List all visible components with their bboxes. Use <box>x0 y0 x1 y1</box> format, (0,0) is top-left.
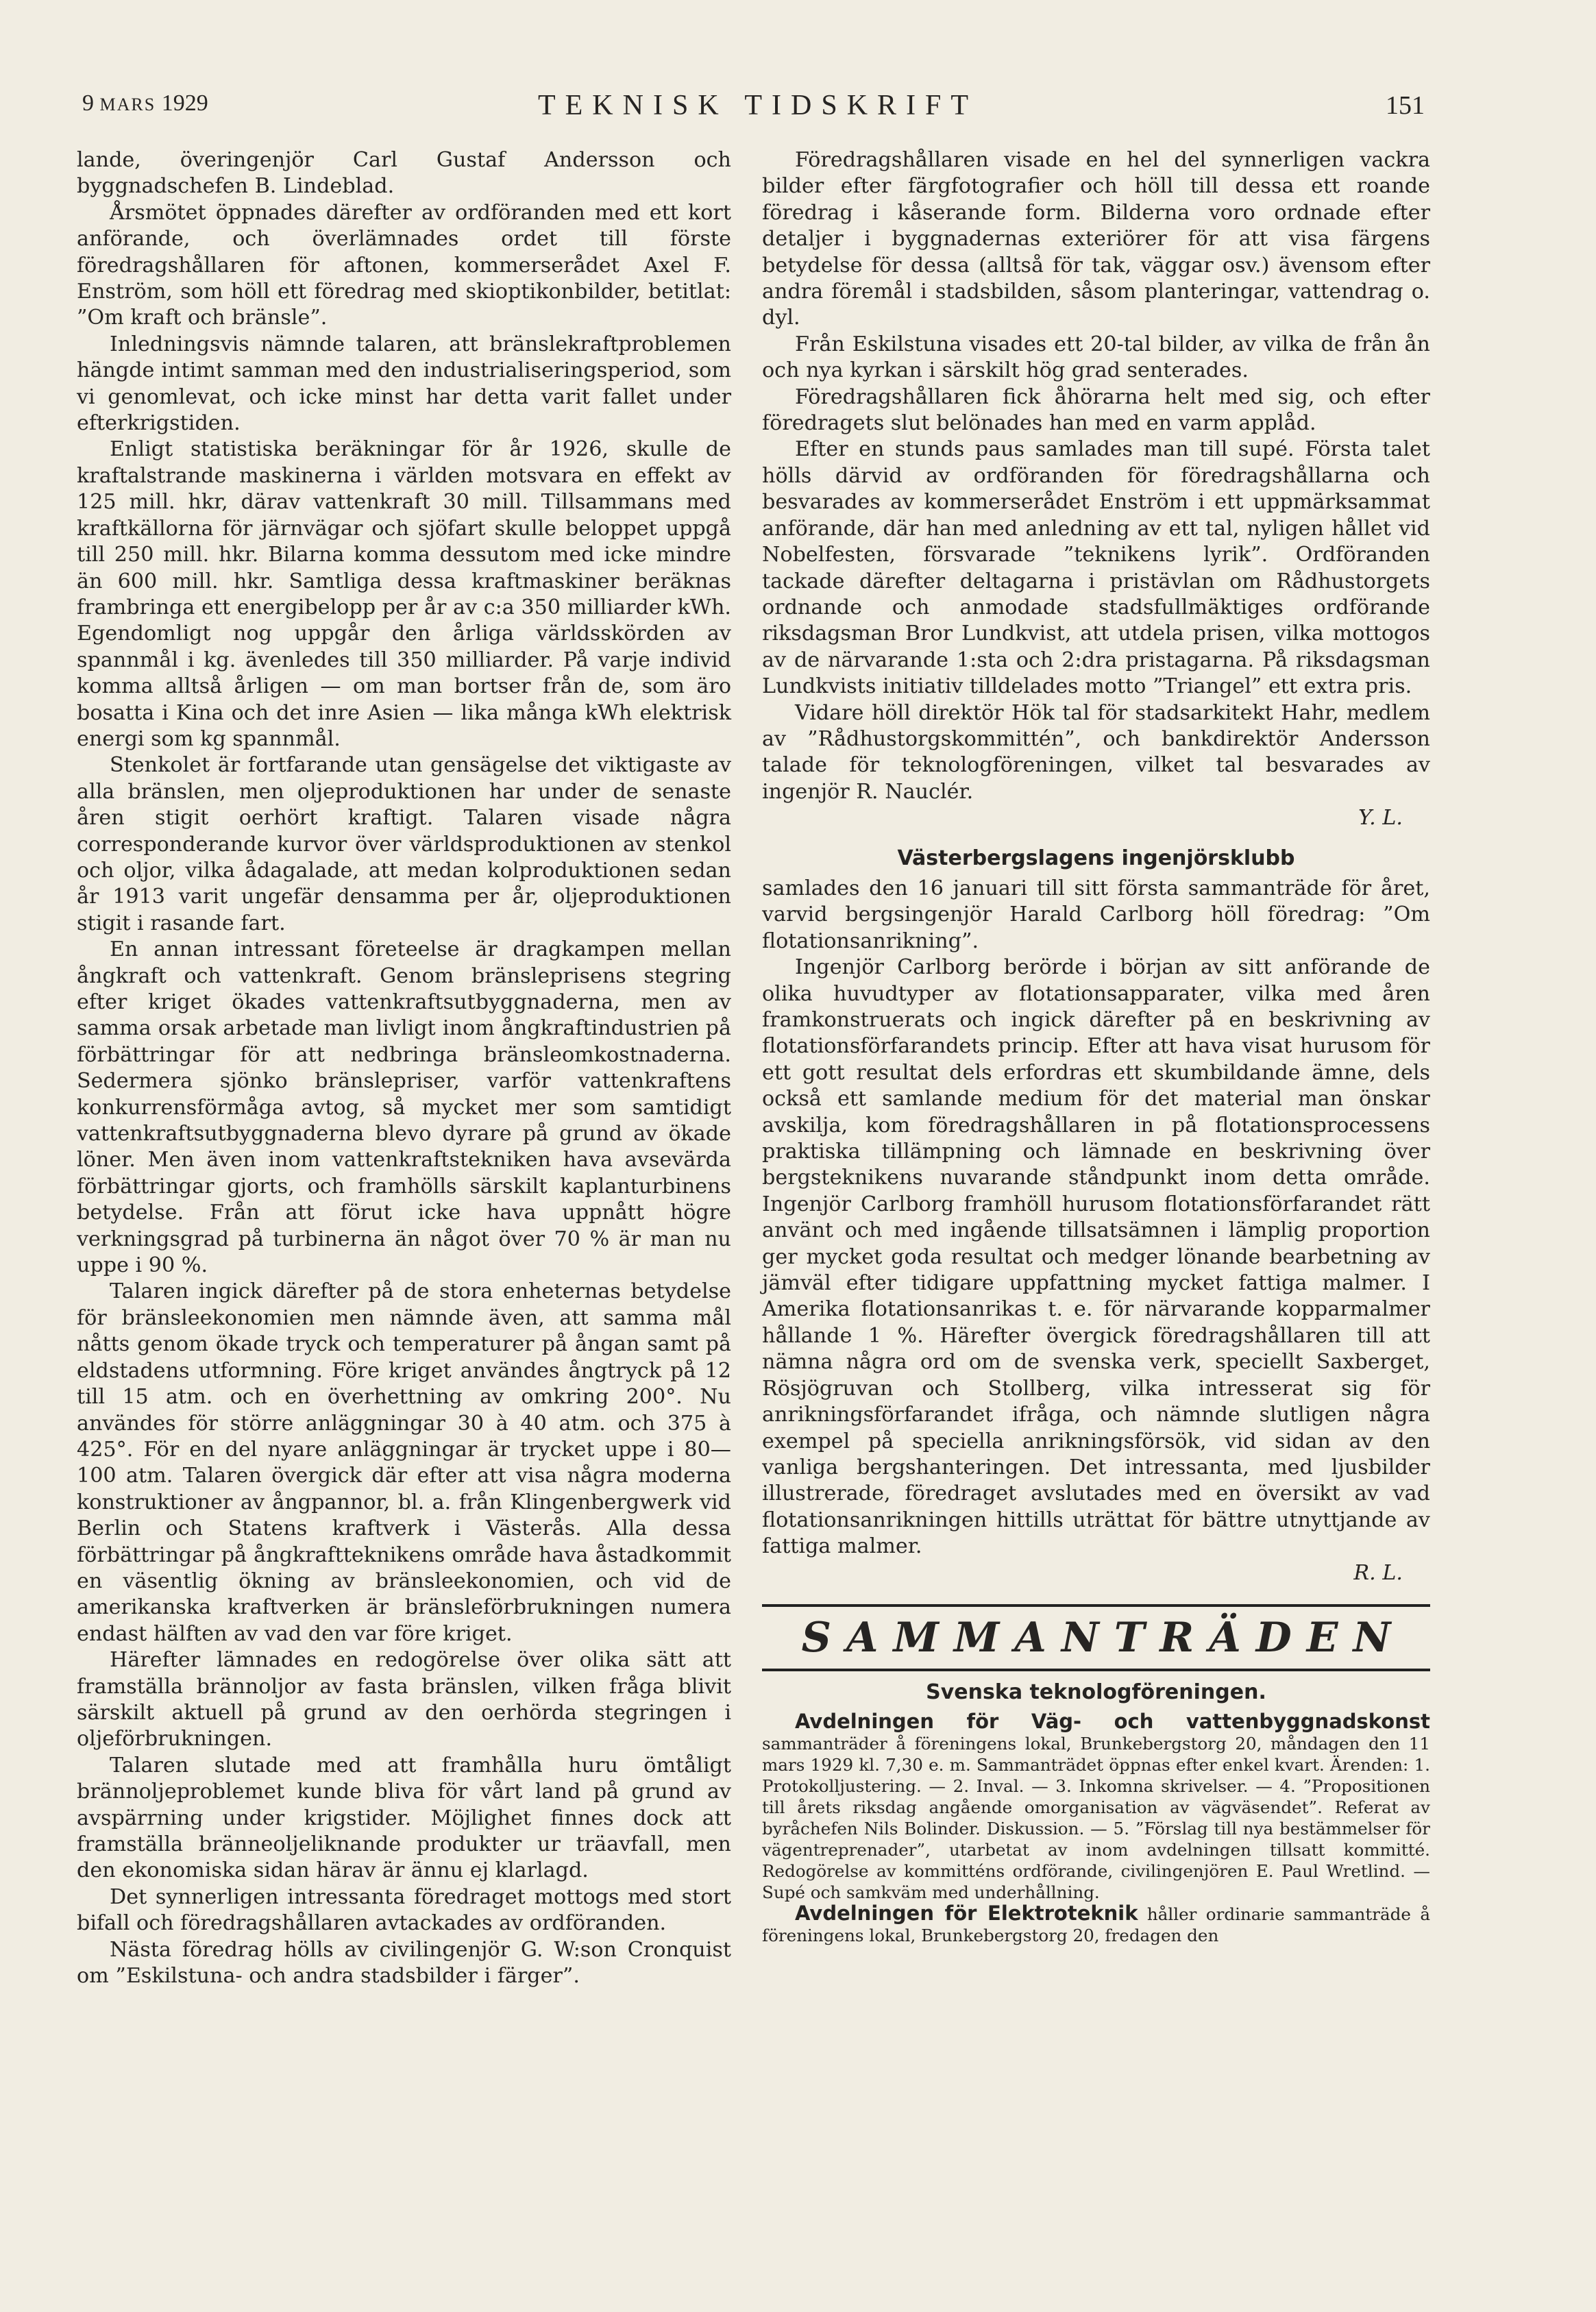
paragraph: Stenkolet är fortfarande utan gensägelse det viktigaste av alla bränslen, men oljeproduktionen har under de senaste åren stigit oerhört kraftigt. Talaren visade några corresponderande kurvor över världsproduktionen av stenkol och oljor, vilka ådagalade, att medan kolproduktionen sedan år 1913 varit ungefär densamma per år, oljeproduktionen stigit i rasande fart. <box>77 753 731 935</box>
journal-title: TEKNISK TIDSKRIFT <box>538 90 979 121</box>
paragraph: Efter en stunds paus samlades man till supé. Första talet hölls därvid av ordföranden för föredragshållarna och besvarades av kommerserådet Enström i ett uppmärksammat anförande, där han med anledning av ett tal, nyligen hållet vid Nobelfesten, försvarade ”teknikens lyrik”. Ordföranden tackade därefter deltagarna i pristävlan om Rådhustorgets ordnande och anmodade stadsfullmäktiges ordförande riksdagsman Bror Lundkvist, att utdela prisen, vilka mottogos av de närvarande 1:sta och 2:dra pristagarna. På riksdagsman Lundkvists initiativ tilldelades motto ”Triangel” ett extra pris. <box>762 437 1430 699</box>
paragraph: Årsmötet öppnades därefter av ordföranden med ett kort anförande, och överlämnades ordet till förste föredragshållaren för aftonen, kommerserådet Axel F. Enström, som höll ett föredrag med skioptikonbilder, betitlat: ”Om kraft och bränsle”. <box>77 200 731 330</box>
paragraph: Talaren slutade med att framhålla huru ömtåligt brännoljeproblemet kunde bliva för vårt land på grund av avspärrning under krigstider. Möjlighet finnes dock att framställa bränneoljeliknande produkter ur träavfall, men den ekonomiska sidan härav är ännu ej klarlagd. <box>77 1753 731 1883</box>
meeting-notice <box>762 1711 1430 1903</box>
paragraph: Nästa föredrag hölls av civilingenjör G. W:son Cronquist om ”Eskilstuna- och andra stadsbilder i färger”. <box>77 1937 731 1989</box>
paragraph: Härefter lämnades en redogörelse över olika sätt att framställa brännoljor av fasta bränslen, vilken fråga blivit särskilt aktuell på grund av den oerhörda stegringen i oljeförbrukningen. <box>77 1648 731 1751</box>
paragraph: Vidare höll direktör Hök tal för stadsarkitekt Hahr, medlem av ”Rådhustorgskommittén”, och bankdirektör Andersson talade för teknologföreningen, vilket tal besvarades av ingenjör R. Nauclér. <box>762 700 1430 804</box>
section-heading: SAMMANTRÄDEN <box>762 1604 1430 1671</box>
paragraph: Enligt statistiska beräkningar för år 1926, skulle de kraftalstrande maskinerna i världen motsvara en effekt av 125 mill. hkr, därav vattenkraft 30 mill. Tillsammans med kraftkällorna för järnvägar och sjöfart skulle beloppet uppgå till 250 mill. hkr. Bilarna komma dessutom med icke mindre än 600 mill. hkr. Samtliga dessa kraftmaskiner beräknas frambringa ett energibelopp per år av c:a 350 milliarder kWh. Egendomligt nog uppgår den årliga världsskörden av spannmål i kg. ävenledes till 350 milliarder. På varje individ komma alltså årligen — om man bortser från de, som äro bosatta i Kina och det inre Asien — lika många kWh elektrisk energi som kg spannmål. <box>77 437 731 751</box>
paragraph: Föredragshållaren visade en hel del synnerligen vackra bilder efter färgfotografier och höll till dessa ett roande föredrag i kåserande form. Bilderna voro ordnade efter detaljer i byggnadernas exteriörer för att visa färgens betydelse för dessa (alltså för tak, väggar osv.) ävensom efter andra föremål i stadsbilden, såsom planteringar, vattendrag o. dyl. <box>762 148 1430 330</box>
issue-date <box>82 90 208 116</box>
notice-text: håller ordinarie sammanträde å föreningens lokal, Brunkebergstorg 20, fredagen den <box>762 1904 1430 1946</box>
date-day: 9 <box>82 90 94 116</box>
organization-heading: Svenska teknologföreningen. <box>926 1680 1266 1704</box>
paragraph: Det synnerligen intressanta föredraget mottogs med stort bifall och föredragshållaren avtackades av ordföranden. <box>77 1884 731 1936</box>
paragraph: Talaren ingick därefter på de stora enheternas betydelse för bränsleekonomien men nämnde även, att samma mål nåtts genom ökade tryck och temperaturer på ångan samt på eldstadens utformning. Före kriget användes ångtryck på 12 till 15 atm. och en överhettning av omkring 200°. Nu användes för större anläggningar 30 à 40 atm. och 375 à 425°. För en del nyare anläggningar är trycket uppe i 80—100 atm. Talaren övergick där efter att visa några moderna konstruktioner av ångpannor, bl. a. från Klingenbergwerk vid Berlin och Statens kraftverk i Västerås. Alla dessa förbättringar på ångkraftteknikens område hava åstadkommit en väsentlig ökning av bränsleekonomien, och vid de amerikanska kraftverken är bränsleförbrukningen numera endast hälften av vad den var före kriget. <box>77 1279 731 1646</box>
notice-text: sammanträder å föreningens lokal, Brunkebergstorg 20, måndagen den 11 mars 1929 kl. 7,30 e. m. Sammanträdet öppnas efter enkel kvart. Ärenden: 1. Protokolljustering. — 2. Inval. — 3. Inkomna skrivelser. — 4. ”Propositionen till årets riksdag angående omorganisation av vägväsendet”. Referat av byråchefen Nils Bolinder. Diskussion. — 5. ”Förslag till nya bestämmelser för vägentreprenader”, utarbetat av inom avdelningen tillsatt kommitté. Redogörelse av kommitténs ordförande, civilingenjören E. Paul Wretlind. — Supé och samkväm med underhållning. <box>762 1734 1430 1903</box>
notice-heading: Avdelningen för Väg- och vattenbyggnadskonst <box>795 1710 1430 1734</box>
page-number: 151 <box>1386 91 1425 120</box>
club-heading: Västerbergslagens ingenjörsklubb <box>897 846 1295 870</box>
date-month: MARS <box>99 95 156 114</box>
page-header <box>75 82 1425 130</box>
paragraph: Från Eskilstuna visades ett 20-tal bilder, av vilka de från ån och nya kyrkan i särskilt hög grad senterades. <box>762 332 1430 383</box>
paragraph: lande, överingenjör Carl Gustaf Andersson och byggnadschefen B. Lindeblad. <box>77 148 731 199</box>
paragraph: En annan intressant företeelse är dragkampen mellan ångkraft och vattenkraft. Genom bränsleprisens stegring efter kriget ökades vattenkraftsutbyggnaderna, men av samma orsak arbetade man livligt inom ångkraftindustrien på förbättringar för att nedbringa bränsleomkostnaderna. Sedermera sjönko bränslepriser, varför vattenkraftens konkurrensförmåga avtog, så mycket mer som samtidigt vattenkraftsutbyggnaderna blevo dyrare på grund av ökade löner. Men även inom vattenkraftstekniken hava avsevärda förbättringar gjorts, och framhölls särskilt kaplanturbinens betydelse. Från att förut icke hava uppnått högre verkningsgrad på turbinerna än något över 70 % är man nu uppe i 90 %. <box>77 937 731 1278</box>
signature: Y. L. <box>1358 806 1403 831</box>
paragraph: Ingenjör Carlborg berörde i början av sitt anförande de olika huvudtyper av flotationsapparater, vilka med åren framkonstruerats och ingick därefter på en beskrivning av flotationsförfarandets princip. Efter att hava visat hurusom för ett gott resultat dels erfordras ett skumbildande ämne, dels också ett samlande medium för det material man önskar avskilja, kom föredragshållaren in på flotationsprocessens praktiska tillämpning och lämnade en beskrivning över bergsteknikens nuvarande ståndpunkt inom detta område. Ingenjör Carlborg framhöll hurusom flotationsförfarandet rätt använt och med ingående tillsatsämnen i lämplig proportion ger mycket goda resultat och medger lönande bearbetning av jämväl efter tidigare uppfattning mycket fattiga malmer. I Amerika flotationsanrikas t. e. för närvarande kopparmalmer hållande 1 %. Härefter övergick föredragshållaren till att nämna några ord om de svenska verk, speciellt Saxberget, Rösjögruvan och Stollberg, vilka intresserat sig för anrikningsförfarandet ifråga, och nämnde slutligen några exempel på speciella anrikningsförsök, vid sidan av den vanliga bergshanteringen. Det intressanta, med ljusbilder illustrerade, föredraget avslutades med en översikt av vad flotationsanrikningen hittills uträttat för bättre utnyttjande av fattiga malmer. <box>762 955 1430 1559</box>
paragraph: Föredragshållaren fick åhörarna helt med sig, och efter föredragets slut belönades han med en varm applåd. <box>762 384 1430 436</box>
paragraph: Inledningsvis nämnde talaren, att bränslekraftproblemen hängde intimt samman med den industrialiseringsperiod, som vi genomlevat, och icke minst har detta varit fallet under efterkrigstiden. <box>77 332 731 436</box>
left-column <box>77 147 731 1989</box>
signature: R. L. <box>1353 1560 1403 1585</box>
notice-heading: Avdelningen för Elektroteknik <box>795 1902 1138 1926</box>
right-column <box>762 147 1430 1946</box>
date-year: 1929 <box>161 90 208 116</box>
meeting-notice <box>762 1903 1430 1946</box>
paragraph: samlades den 16 januari till sitt första sammanträde för året, varvid bergsingenjör Harald Carlborg höll föredrag: ”Om flotationsanrikning”. <box>762 876 1430 953</box>
